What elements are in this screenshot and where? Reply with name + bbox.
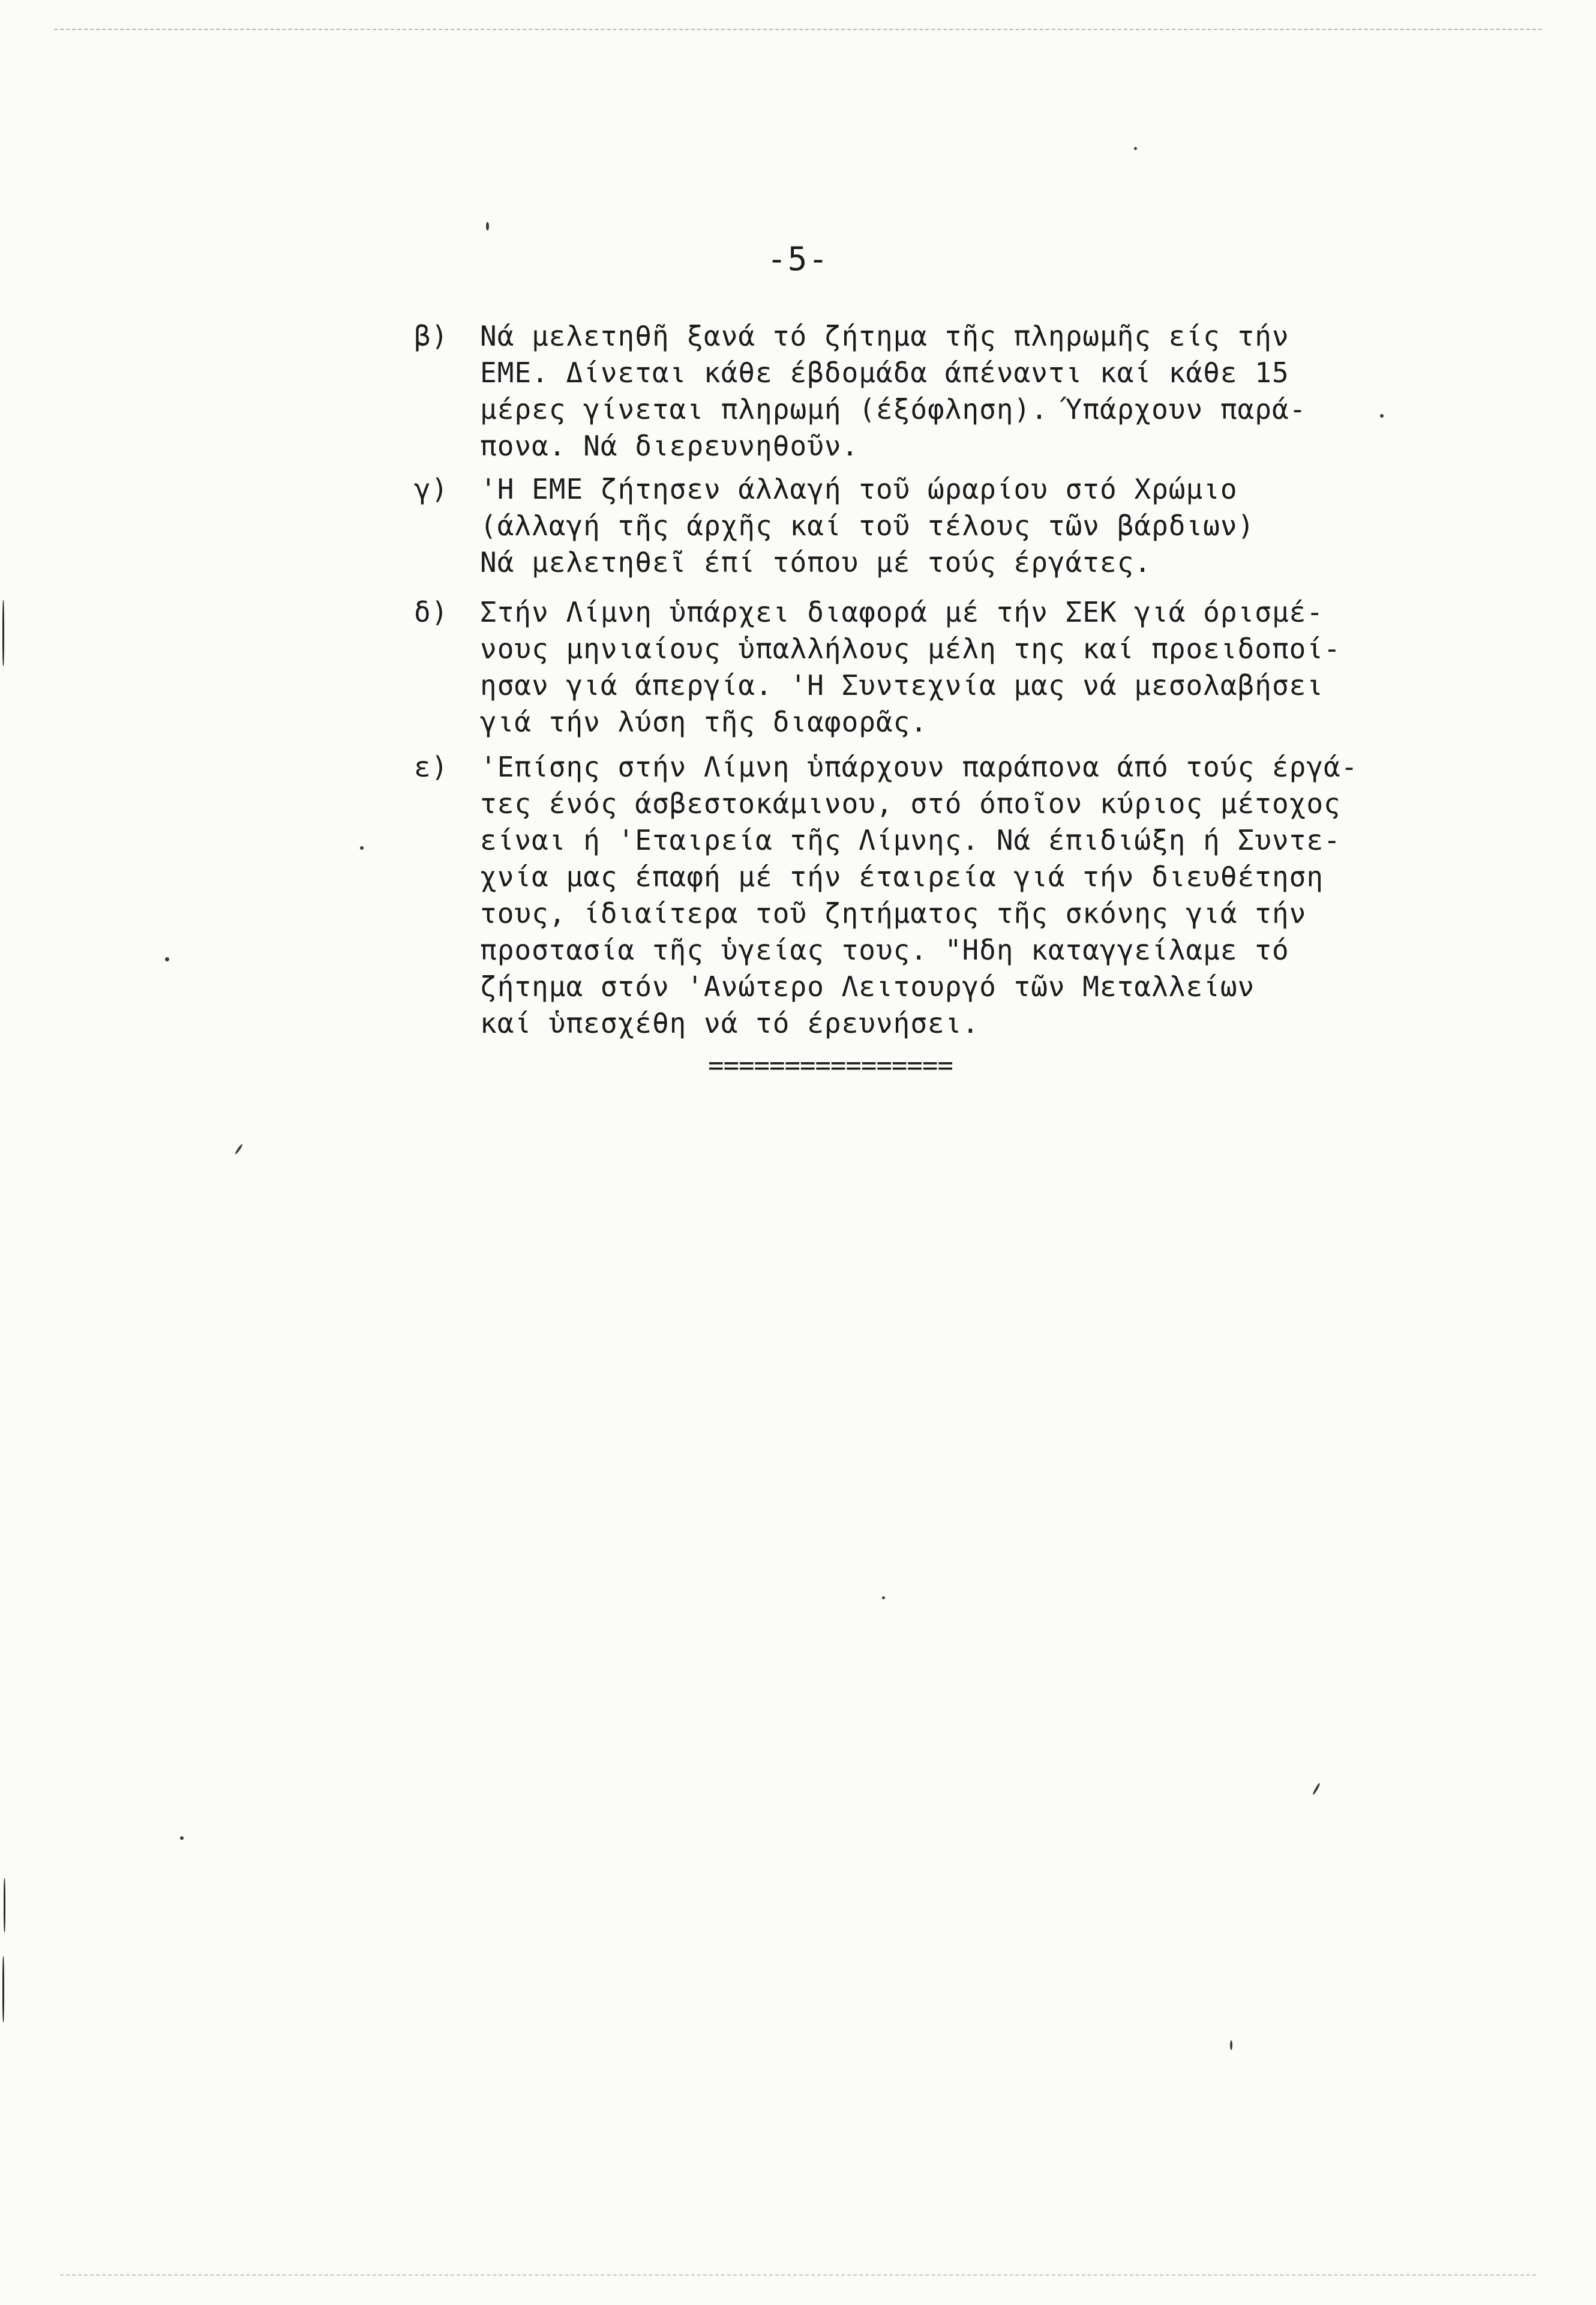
item-text: [480, 318, 1446, 464]
item-marker: β): [414, 320, 449, 352]
closing-divider: ================: [708, 1050, 953, 1081]
scan-speck: [360, 846, 364, 850]
scan-speck: [1380, 414, 1384, 418]
text-line: τους, ίδιαίτερα τοῦ ζητήματος τῆς σκόνης γιά τήν: [480, 897, 1307, 930]
scan-speck: [1230, 2040, 1232, 2050]
item-marker: γ): [414, 473, 449, 505]
text-line: είναι ή 'Εταιρεία τῆς Λίμνης. Νά έπιδιώξη ή Συντε-: [480, 824, 1341, 856]
text-line: 'Η ΕΜΕ ζήτησεν άλλαγή τοῦ ώραρίου στό Χρώμιο: [480, 473, 1238, 505]
binding-mark: [4, 1878, 5, 1932]
page-number: -5-: [767, 240, 829, 278]
item-marker: δ): [414, 596, 449, 628]
text-line: νους μηνιαίους ὑπαλλήλους μέλη της καί προειδοποί-: [480, 633, 1341, 665]
text-line: προστασία τῆς ὑγείας τους. "Ηδη καταγγείλαμε τό: [480, 934, 1289, 966]
scan-speck: [882, 1596, 885, 1599]
text-line: γιά τήν λύση τῆς διαφορᾶς.: [480, 706, 928, 738]
item-text: [480, 749, 1446, 1042]
text-line: ΕΜΕ. Δίνεται κάθε έβδομάδα άπέναντι καί κάθε 15: [480, 356, 1289, 389]
scan-speck: [1134, 147, 1137, 150]
text-line: Νά μελετηθεῖ έπί τόπου μέ τούς έργάτες.: [480, 546, 1152, 579]
scan-speck: [1312, 1782, 1321, 1795]
list-item-delta: [414, 594, 1446, 744]
item-text: [480, 594, 1446, 741]
text-line: Στήν Λίμνη ὑπάρχει διαφορά μέ τήν ΣΕΚ γιά όρισμέ-: [480, 596, 1324, 628]
item-text: [480, 471, 1446, 581]
scan-speck: [235, 1144, 244, 1155]
item-marker: ε): [414, 751, 449, 783]
binding-mark: [2, 600, 4, 666]
bottom-scan-edge: [60, 2274, 1536, 2276]
text-line: Νά μελετηθῆ ξανά τό ζήτημα τῆς πληρωμῆς είς τήν: [480, 320, 1289, 352]
text-line: ζήτημα στόν 'Ανώτερο Λειτουργό τῶν Μεταλλείων: [480, 970, 1255, 1003]
scan-speck: [165, 957, 169, 961]
text-line: 'Επίσης στήν Λίμνη ὑπάρχουν παράπονα άπό τούς έργά-: [480, 751, 1358, 783]
scan-speck: [180, 1836, 184, 1840]
list-item-gamma: [414, 471, 1446, 585]
text-line: ησαν γιά άπεργία. 'Η Συντεχνία μας νά μεσολαβήσει: [480, 669, 1324, 702]
text-line: τες ένός άσβεστοκάμινου, στό όποῖον κύριος μέτοχος: [480, 787, 1341, 820]
text-line: πονα. Νά διερευνηθοῦν.: [480, 430, 859, 462]
list-item-beta: [414, 318, 1446, 468]
scan-speck: [486, 222, 489, 230]
list-item-epsilon: [414, 749, 1446, 1039]
top-scan-edge: [54, 29, 1542, 30]
text-line: χνία μας έπαφή μέ τήν έταιρεία γιά τήν διευθέτηση: [480, 861, 1324, 893]
text-line: καί ὑπεσχέθη νά τό έρευνήσει.: [480, 1007, 980, 1039]
text-line: μέρες γίνεται πληρωμή (έξόφληση). Ύπάρχουν παρά-: [480, 393, 1307, 425]
binding-mark: [2, 1956, 4, 2022]
text-line: (άλλαγή τῆς άρχῆς καί τοῦ τέλους τῶν βάρδιων): [480, 509, 1255, 542]
